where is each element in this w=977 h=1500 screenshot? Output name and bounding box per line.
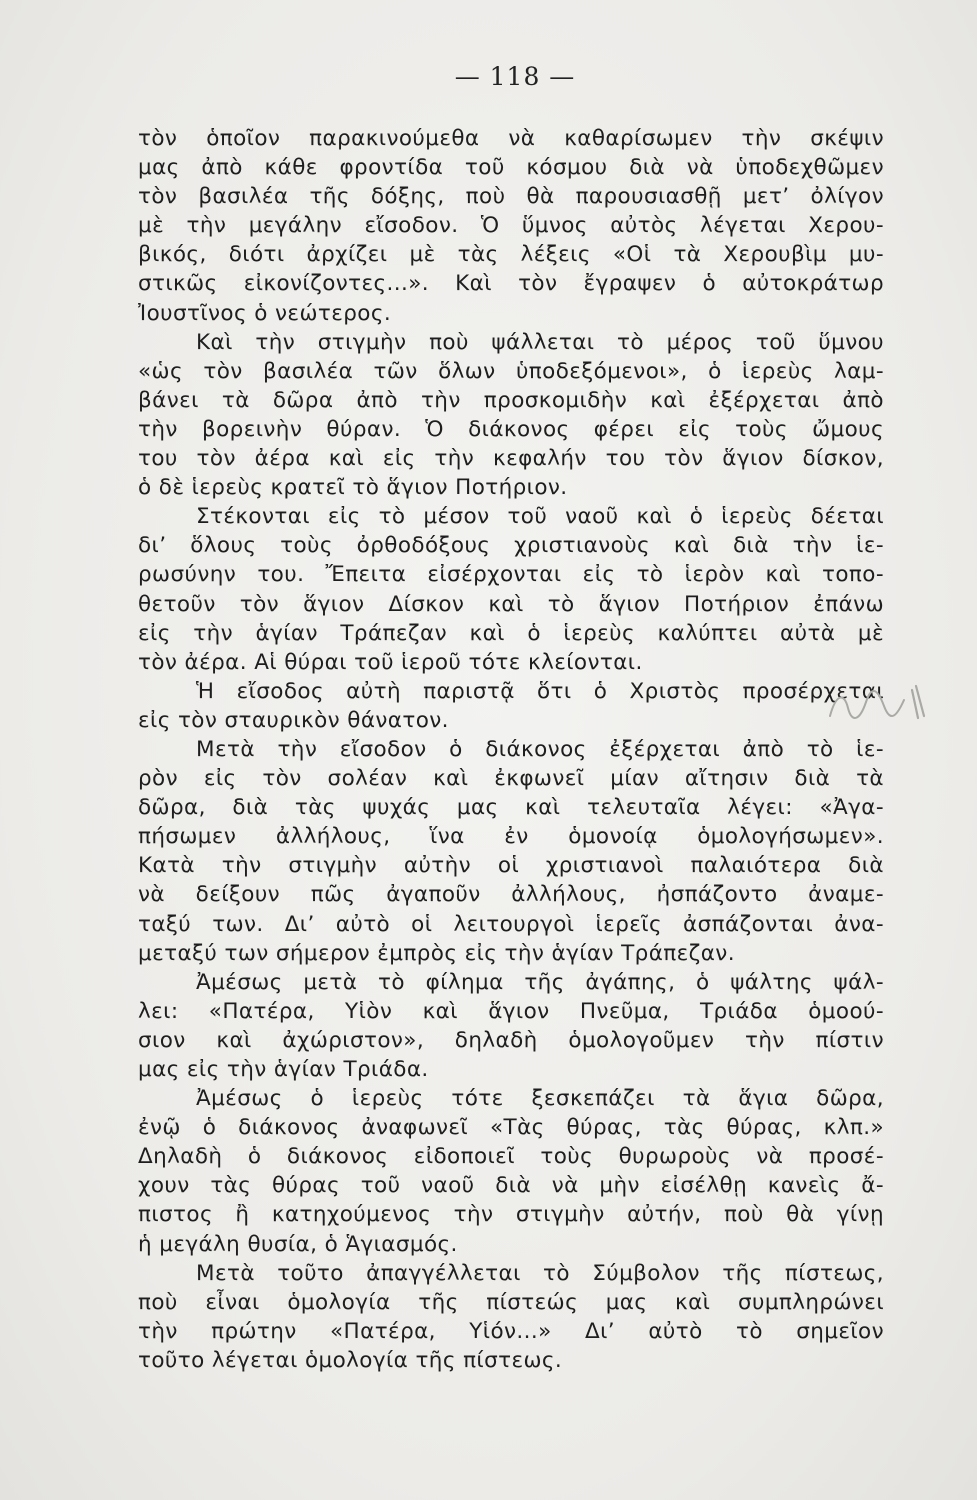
- text-line: Καὶ τὴν στιγμὴν ποὺ ψάλλεται τὸ μέρος τοῦ ὕμνου: [196, 329, 884, 355]
- text-line: Στέκονται εἰς τὸ μέσον τοῦ ναοῦ καὶ ὁ ἱερεὺς δέεται: [196, 504, 884, 530]
- paragraph: [138, 328, 884, 503]
- paragraph: [138, 735, 884, 968]
- text-line: ποὺ εἶναι ὁμολογία τῆς πίστεώς μας καὶ συμπληρώνει: [138, 1289, 884, 1315]
- text-line: μας ἀπὸ κάθε φροντίδα τοῦ κόσμου διὰ νὰ ὑποδεχθῶμεν: [138, 155, 884, 181]
- text-line: ρωσύνην του. Ἔπειτα εἰσέρχονται εἰς τὸ ἱερὸν καὶ τοπο-: [138, 562, 884, 588]
- text-line: Ἡ εἴσοδος αὐτὴ παριστᾷ ὅτι ὁ Χριστὸς προσέρχεται: [196, 678, 884, 704]
- text-line: τὸν ἀέρα. Αἱ θύραι τοῦ ἱεροῦ τότε κλείονται.: [138, 649, 643, 675]
- text-line: «ὡς τὸν βασιλέα τῶν ὅλων ὑποδεξόμενοι», ὁ ἱερεὺς λαμ-: [138, 358, 884, 384]
- text-line: λει: «Πατέρα, Υἱὸν καὶ ἅγιον Πνεῦμα, Τριάδα ὁμοού-: [138, 998, 884, 1024]
- text-line: σιον καὶ ἀχώριστον», δηλαδὴ ὁμολογοῦμεν τὴν πίστιν: [138, 1027, 884, 1053]
- text-line: τὸν βασιλέα τῆς δόξης, ποὺ θὰ παρουσιασθῇ μετ’ ὀλίγον: [138, 184, 884, 210]
- page-number: — 118 —: [454, 62, 576, 91]
- text-line: εἰς τὸν σταυρικὸν θάνατον.: [138, 707, 449, 733]
- text-line: βικός, διότι ἀρχίζει μὲ τὰς λέξεις «Οἱ τὰ Χερουβὶμ μυ-: [138, 242, 884, 268]
- text-line: Μετὰ τοῦτο ἀπαγγέλλεται τὸ Σύμβολον τῆς πίστεως,: [196, 1260, 884, 1286]
- pencil-annotation: [820, 672, 940, 732]
- text-line: Ἀμέσως μετὰ τὸ φίλημα τῆς ἀγάπης, ὁ ψάλτης ψάλ-: [196, 969, 884, 995]
- text-line: πιστος ἢ κατηχούμενος τὴν στιγμὴν αὐτήν, ποὺ θὰ γίνῃ: [138, 1202, 884, 1228]
- text-line: Μετὰ τὴν εἴσοδον ὁ διάκονος ἐξέρχεται ἀπὸ τὸ ἱε-: [196, 736, 884, 762]
- text-line: τὴν πρώτην «Πατέρα, Υἱόν...» Δι’ αὐτὸ τὸ σημεῖον: [138, 1318, 884, 1344]
- paragraph: [138, 124, 884, 328]
- text-line: ἐνῷ ὁ διάκονος ἀναφωνεῖ «Τὰς θύρας, τὰς θύρας, κλπ.»: [138, 1115, 884, 1141]
- text-line: εἰς τὴν ἁγίαν Τράπεζαν καὶ ὁ ἱερεὺς καλύπτει αὐτὰ μὲ: [138, 620, 884, 646]
- text-line: μὲ τὴν μεγάλην εἴσοδον. Ὁ ὕμνος αὐτὸς λέγεται Χερου-: [138, 213, 884, 239]
- text-line: Ἰουστῖνος ὁ νεώτερος.: [138, 300, 392, 326]
- paragraph: [138, 502, 884, 677]
- text-line: ἡ μεγάλη θυσία, ὁ Ἁγιασμός.: [138, 1231, 458, 1257]
- text-line: τὴν βορεινὴν θύραν. Ὁ διάκονος φέρει εἰς τοὺς ὤμους: [138, 416, 884, 442]
- text-line: μας εἰς τὴν ἁγίαν Τριάδα.: [138, 1057, 429, 1082]
- text-line: ρὸν εἰς τὸν σολέαν καὶ ἐκφωνεῖ μίαν αἴτησιν διὰ τὰ: [138, 766, 884, 792]
- paragraph: [138, 677, 884, 735]
- text-line: του τὸν ἀέρα καὶ εἰς τὴν κεφαλήν του τὸν ἅγιον δίσκον,: [138, 446, 884, 472]
- text-line: Ἀμέσως ὁ ἱερεὺς τότε ξεσκεπάζει τὰ ἅγια δῶρα,: [196, 1086, 884, 1112]
- text-line: στικῶς εἰκονίζοντες...». Καὶ τὸν ἔγραψεν ὁ αὐτοκράτωρ: [138, 271, 884, 297]
- text-line: μεταξύ των σήμερον ἐμπρὸς εἰς τὴν ἁγίαν Τράπεζαν.: [138, 940, 735, 966]
- text-line: τὸν ὁποῖον παρακινούμεθα νὰ καθαρίσωμεν τὴν σκέψιν: [138, 126, 884, 151]
- paragraph: [138, 1259, 884, 1375]
- paragraph: [138, 1084, 884, 1259]
- text-line: ὁ δὲ ἱερεὺς κρατεῖ τὸ ἅγιον Ποτήριον.: [138, 475, 568, 501]
- text-line: Κατὰ τὴν στιγμὴν αὐτὴν οἱ χριστιανοὶ παλαιότερα διὰ: [138, 853, 884, 879]
- body-text: [138, 124, 884, 1375]
- text-line: πήσωμεν ἀλλήλους, ἵνα ἐν ὁμονοίᾳ ὁμολογήσωμεν».: [138, 824, 884, 850]
- text-line: χουν τὰς θύρας τοῦ ναοῦ διὰ νὰ μὴν εἰσέλθῃ κανεὶς ἄ-: [138, 1173, 884, 1199]
- text-line: τοῦτο λέγεται ὁμολογία τῆς πίστεως.: [138, 1347, 563, 1373]
- text-line: ταξύ των. Δι’ αὐτὸ οἱ λειτουργοὶ ἱερεῖς ἀσπάζονται ἀνα-: [138, 911, 884, 937]
- text-line: νὰ δείξουν πῶς ἀγαποῦν ἀλλήλους, ἠσπάζοντο ἀναμε-: [138, 882, 884, 908]
- text-line: Δηλαδὴ ὁ διάκονος εἰδοποιεῖ τοὺς θυρωροὺς νὰ προσέ-: [138, 1144, 884, 1170]
- text-line: βάνει τὰ δῶρα ἀπὸ τὴν προσκομιδὴν καὶ ἐξέρχεται ἀπὸ: [138, 387, 884, 413]
- text-line: δῶρα, διὰ τὰς ψυχάς μας καὶ τελευταῖα λέγει: «Ἀγα-: [138, 795, 884, 821]
- paragraph: [138, 968, 884, 1084]
- text-line: θετοῦν τὸν ἅγιον Δίσκον καὶ τὸ ἅγιον Ποτήριον ἐπάνω: [138, 591, 884, 617]
- text-line: δι’ ὅλους τοὺς ὀρθοδόξους χριστιανοὺς καὶ διὰ τὴν ἱε-: [138, 533, 884, 559]
